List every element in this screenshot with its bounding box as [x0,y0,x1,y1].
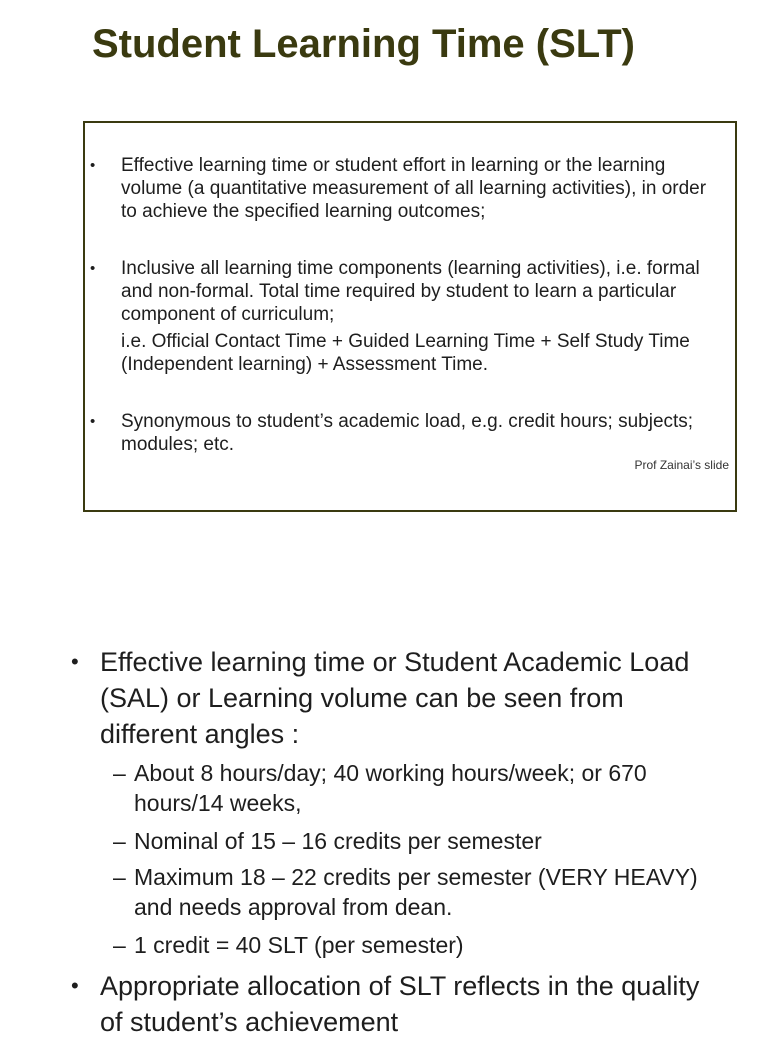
box-bullet-formula: i.e. Official Contact Time + Guided Learning Time + Self Study Time (Independent learning) + Assessment Time. [121,331,690,375]
bullet-mark: • [90,157,96,174]
dash-mark: – [113,864,126,890]
sub-list-item-text: Maximum 18 – 22 credits per semester (VERY HEAVY) and needs approval from dean. [134,864,698,920]
box-bullet-text: Effective learning time or student effort in learning or the learning volume (a quantitative measurement of all learning activities), in order to achieve the specified learning outcomes; [121,155,707,222]
bullet-mark: • [90,260,96,277]
list-item-text: Appropriate allocation of SLT reflects in the quality of student’s achievement [100,971,700,1037]
sub-list-item-text: 1 credit = 40 SLT (per semester) [134,932,464,958]
bullet-mark: • [90,413,96,430]
sub-list-item-text: About 8 hours/day; 40 working hours/week; or 670 hours/14 weeks, [134,760,647,816]
box-bullet-text: Inclusive all learning time components (learning activities), i.e. formal and non-formal. Total time required by student to learn a particular component of curriculum; [121,258,700,325]
dash-mark: – [113,828,126,854]
box-bullet-text: Synonymous to student’s academic load, e.g. credit hours; subjects; modules; etc. [121,411,694,455]
sub-list-item-text: Nominal of 15 – 16 credits per semester [134,828,542,854]
dash-mark: – [113,760,126,786]
bullet-mark: • [71,649,79,674]
page-title: Student Learning Time (SLT) [92,22,635,66]
dash-mark: – [113,932,126,958]
list-item-text: Effective learning time or Student Academic Load (SAL) or Learning volume can be seen from different angles : [100,647,690,749]
definition-box [83,121,737,512]
slide-credit: Prof Zainai’s slide [634,458,729,472]
bullet-mark: • [71,973,79,998]
